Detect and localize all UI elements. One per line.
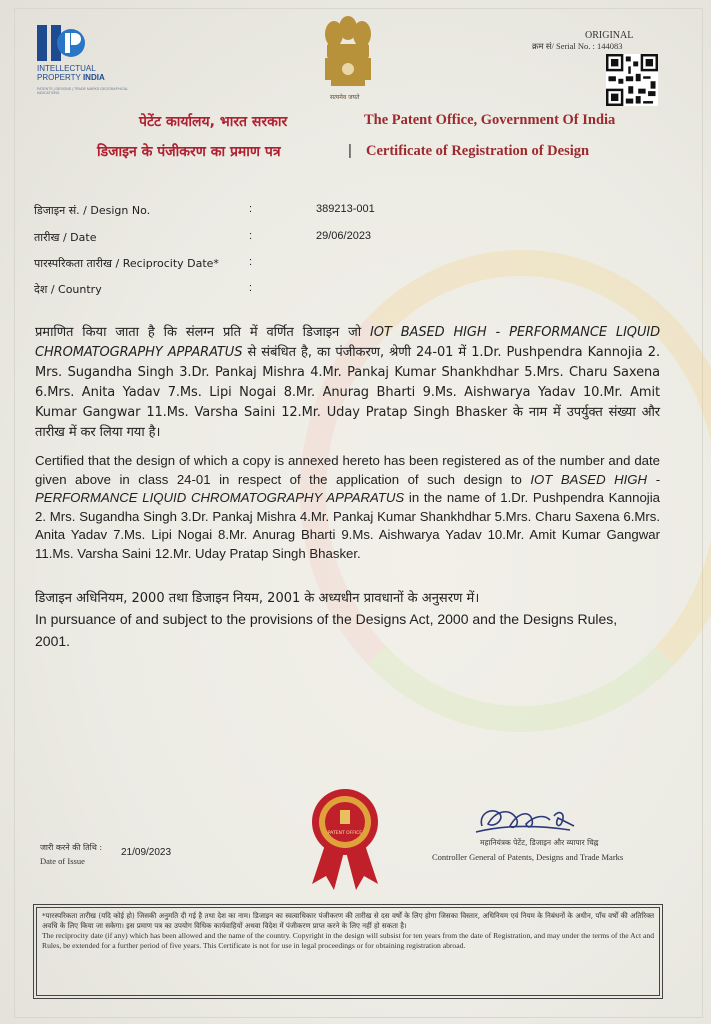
date-label: तारीख / Date — [34, 231, 97, 244]
para-en-design-title: IOT BASED HIGH - PERFORMANCE LIQUID CHROMATOGRAPHY APPARATUS — [35, 471, 660, 505]
official-seal-icon — [306, 786, 384, 890]
para-hi-part1: प्रमाणित किया जाता है कि संलग्न प्रति में वर्णित डिजाइन जो — [35, 325, 371, 340]
certificate-title-hindi: डिजाइन के पंजीकरण का प्रमाण पत्र — [97, 144, 281, 160]
office-title-english: The Patent Office, Government Of India — [364, 112, 616, 128]
design-no-colon: : — [249, 203, 253, 215]
pursuance-hindi: डिजाइन अधिनियम, 2000 तथा डिजाइन नियम, 2001 के अध्यधीन प्रावधानों के अनुसरण में। — [35, 591, 480, 606]
design-no-label: डिजाइन सं. / Design No. — [34, 204, 151, 217]
logo-wordmark — [37, 64, 105, 82]
certification-paragraph-english — [35, 452, 660, 563]
title-separator: | — [348, 142, 352, 159]
seal-text: PATENT OFFICE — [327, 831, 363, 836]
logo-tagline: PATENTS | DESIGNS | TRADE MARKS GEOGRAPHICAL INDICATIONS — [37, 87, 129, 95]
certificate-title-english: Certificate of Registration of Design — [366, 143, 590, 159]
footer-note-box — [36, 907, 660, 996]
signature-icon — [470, 796, 590, 842]
original-label: ORIGINAL — [585, 30, 634, 41]
issue-date-value: 21/09/2023 — [121, 847, 172, 858]
date-colon: : — [249, 230, 253, 242]
design-no-value: 389213-001 — [316, 203, 375, 215]
controller-title-hindi: महानियंत्रक पेटेंट, डिजाइन और व्यापार चिह्न — [480, 838, 599, 847]
country-colon: : — [249, 282, 253, 294]
para-en-part2: in the name of 1.Dr. Pushpendra Kannojia 2. Mrs. Sugandha Singh 3.Dr. Pankaj Mishra 4.Mr. Pankaj Kumar Shankhdhar 5.Mrs. Charu Saxena 6.Mrs. Anita Yadav 7.Ms. Lipi Nogai 8.Mr. Anurag Bharti 9.Ms. Aishwarya Yadav 10.Mr. Amit Kumar Gangwar 11.Ms. Varsha Saini 12.Mr. Uday Pratap Singh Bhasker. — [35, 490, 661, 561]
footer-note-english: The reciprocity date (if any) which has been allowed and the name of the country. Copyright in the design will subsist for ten years from the date of Registration, and may under the terms of the Act and Rules, be extended for a further period of five years. This Certificate is not for use in legal proceedings or for obtaining registration abroad. — [42, 931, 654, 950]
para-en-part1: Certified that the design of which a copy is annexed hereto has been registered as of the number and date given above in class 24-01 in respect of the application of such design to — [35, 453, 660, 487]
logo-line1: INTELLECTUAL — [37, 64, 96, 73]
controller-title-english: Controller General of Patents, Designs and Trade Marks — [432, 852, 624, 862]
country-label: देश / Country — [34, 283, 102, 296]
serial-number: क्रम सं/ Serial No. : 144083 — [532, 41, 623, 51]
emblem-caption: सत्यमेव जयते — [330, 94, 360, 101]
pursuance-english: In pursuance of and subject to the provisions of the Designs Act, 2000 and the Designs Rules, 2001. — [35, 611, 618, 649]
qr-code-icon — [606, 54, 658, 106]
date-value: 29/06/2023 — [316, 230, 372, 242]
footer-note-hindi: *पारस्परिकता तारीख (यदि कोई हो) जिसकी अनुमति दी गई है तथा देश का नाम। डिजाइन का स्वत्वाधिकार पंजीकरण की तारीख से दस वर्षों के लिए होगा जिसका विस्तार, अधिनियम एवं नियम के निबंधनों के अधीन, पाँच वर्षों की अतिरिक्त अवधि के लिए किया जा सकेगा। इस प्रमाण पत्र का उपयोग विधिक कार्यवाहियों अथवा विदेश में पंजीकरण प्राप्त करने के लिए नहीं हो सकता है। — [42, 911, 654, 930]
reciprocity-date-label: पारस्परिकता तारीख / Reciprocity Date* — [34, 257, 219, 270]
issue-date-label-english: Date of Issue — [40, 856, 85, 866]
para-hi-part2: से संबंधित है, का पंजीकरण, श्रेणी 24-01 में 1.Dr. Pushpendra Kannojia 2. Mrs. Sugandha Singh 3.Dr. Pankaj Mishra 4.Mr. Pankaj Kumar Shankhdhar 5.Mrs. Charu Saxena 6.Mrs. Anita Yadav 7.Ms. Lipi Nogai 8.Mr. Anurag Bharti 9.Ms. Aishwarya Yadav 10.Mr. Amit Kumar Gangwar 11.Ms. Varsha Saini 12.Mr. Uday Pratap Singh Bhasker के नाम में उपर्युक्त संख्या और तारीख में कर लिया गया है। — [35, 345, 661, 440]
state-emblem-icon — [317, 10, 379, 105]
logo-line2a: PROPERTY — [37, 73, 81, 82]
logo-line2b: INDIA — [82, 73, 105, 82]
para-hi-design-title: IOT BASED HIGH - PERFORMANCE LIQUID CHROMATOGRAPHY APPARATUS — [35, 325, 661, 360]
issue-date-label-hindi: जारी करने की तिथि : — [40, 843, 103, 852]
reciprocity-date-colon: : — [249, 256, 253, 268]
certification-paragraph-hindi — [35, 323, 660, 443]
office-title-hindi: पेटेंट कार्यालय, भारत सरकार — [139, 114, 288, 130]
